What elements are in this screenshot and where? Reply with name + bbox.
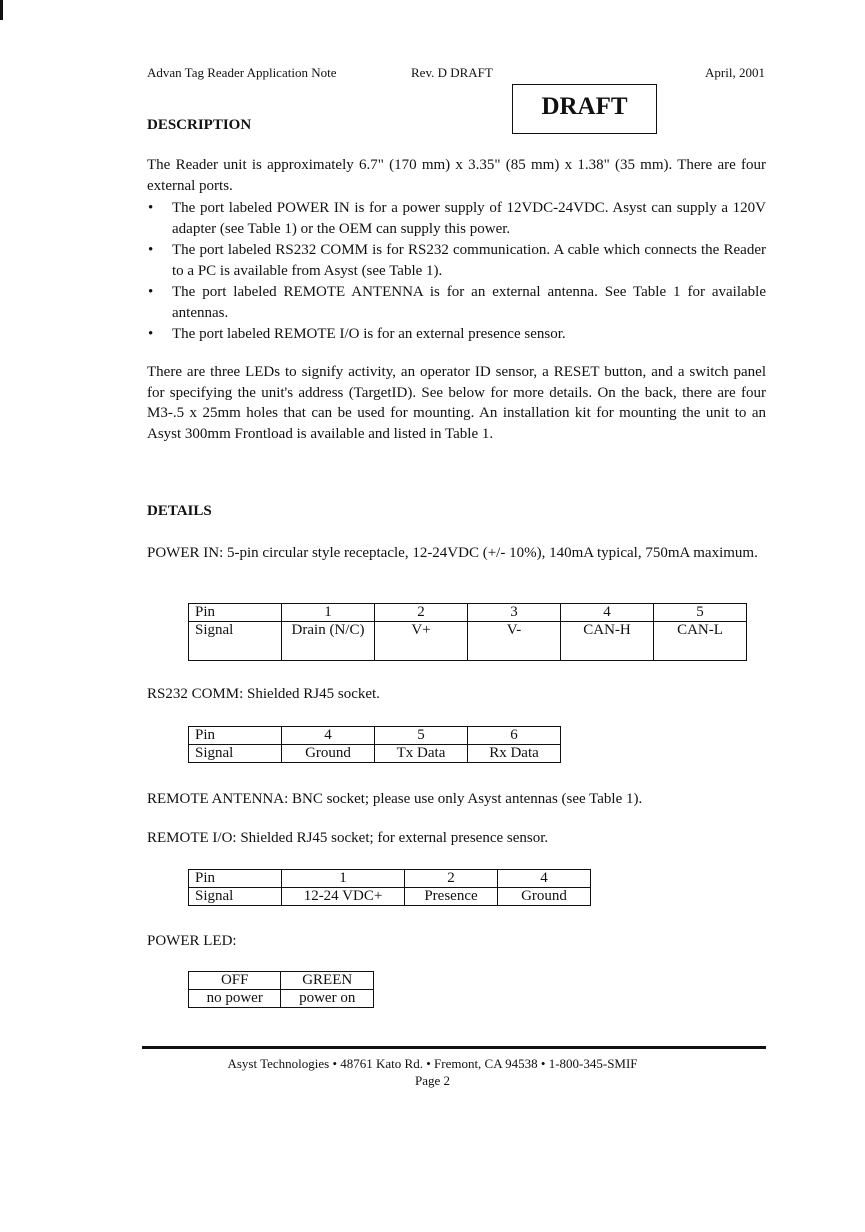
list-item: • The port labeled RS232 COMM is for RS232 communication. A cable which connects the Reader to a PC is available from Asyst (see Table 1). xyxy=(147,240,766,282)
table-cell: 5 xyxy=(375,727,468,745)
port-list xyxy=(147,198,766,345)
description-paragraph-2: There are three LEDs to signify activity, an operator ID sensor, a RESET button, and a switch panel for specifying the unit's address (TargetID). See below for more details. On the back, there are four M3-.5 x 25mm holes that can be used for mounting. An installation kit for mounting the unit to an Asyst 300mm Frontload is available and listed in Table 1. xyxy=(147,364,766,442)
header-doc-title: Advan Tag Reader Application Note xyxy=(147,65,337,80)
list-item: • The port labeled REMOTE ANTENNA is for an external antenna. See Table 1 for available antennas. xyxy=(147,282,766,324)
table-cell: no power xyxy=(189,990,281,1008)
table-cell: Signal xyxy=(189,888,282,906)
description-intro: The Reader unit is approximately 6.7" (170 mm) x 3.35" (85 mm) x 1.38" (35 mm). There are four external ports. xyxy=(147,157,766,194)
table-cell: power on xyxy=(281,990,374,1008)
table-cell: OFF xyxy=(189,972,281,990)
power-in-description: POWER IN: 5-pin circular style receptacle, 12-24VDC (+/- 10%), 140mA typical, 750mA maximum. xyxy=(147,545,758,561)
table-row xyxy=(189,622,747,661)
table-cell: Pin xyxy=(189,604,282,622)
remote-io-description: REMOTE I/O: Shielded RJ45 socket; for external presence sensor. xyxy=(147,830,549,846)
header-date: April, 2001 xyxy=(705,65,765,80)
footer-divider xyxy=(142,1046,766,1049)
draft-stamp: DRAFT xyxy=(512,84,657,134)
list-item: • The port labeled POWER IN is for a power supply of 12VDC-24VDC. Asyst can supply a 120V adapter (see Table 1) or the OEM can supply this power. xyxy=(147,198,766,240)
table-cell: 6 xyxy=(468,727,561,745)
rs232-pin-table xyxy=(188,726,561,763)
power-in-pin-table xyxy=(188,603,747,661)
header-revision: Rev. D DRAFT xyxy=(411,65,493,80)
table-cell: 3 xyxy=(468,604,561,622)
table-cell: Ground xyxy=(282,745,375,763)
table-cell: 4 xyxy=(282,727,375,745)
table-cell: 5 xyxy=(654,604,747,622)
table-cell: 4 xyxy=(561,604,654,622)
table-cell: CAN-H xyxy=(561,622,654,661)
rs232-description: RS232 COMM: Shielded RJ45 socket. xyxy=(147,686,380,702)
table-cell: 1 xyxy=(282,604,375,622)
table-cell: V- xyxy=(468,622,561,661)
footer-address: Asyst Technologies • 48761 Kato Rd. • Fremont, CA 94538 • 1-800-345-SMIF xyxy=(227,1056,638,1071)
table-row xyxy=(189,604,747,622)
page-number: Page 2 xyxy=(414,1073,451,1088)
table-cell: Pin xyxy=(189,727,282,745)
scan-edge-mark xyxy=(0,0,3,20)
table-row xyxy=(189,745,561,763)
table-cell: 4 xyxy=(498,870,591,888)
power-led-table xyxy=(188,971,374,1008)
table-cell: Rx Data xyxy=(468,745,561,763)
remote-antenna-description: REMOTE ANTENNA: BNC socket; please use only Asyst antennas (see Table 1). xyxy=(147,791,643,807)
table-row xyxy=(189,990,374,1008)
table-row xyxy=(189,727,561,745)
table-cell: Pin xyxy=(189,870,282,888)
table-cell: 2 xyxy=(405,870,498,888)
power-led-description: POWER LED: xyxy=(147,933,237,949)
table-row xyxy=(189,870,591,888)
table-cell: CAN-L xyxy=(654,622,747,661)
table-cell: 12-24 VDC+ xyxy=(282,888,405,906)
table-cell: 1 xyxy=(282,870,405,888)
table-cell: Signal xyxy=(189,622,282,661)
table-row xyxy=(189,888,591,906)
table-cell: Tx Data xyxy=(375,745,468,763)
list-item: • The port labeled REMOTE I/O is for an external presence sensor. xyxy=(147,324,766,345)
table-cell: Presence xyxy=(405,888,498,906)
table-row xyxy=(189,972,374,990)
table-cell: GREEN xyxy=(281,972,374,990)
table-cell: V+ xyxy=(375,622,468,661)
table-cell: Ground xyxy=(498,888,591,906)
description-heading: DESCRIPTION xyxy=(147,117,252,133)
remote-io-pin-table xyxy=(188,869,591,906)
table-cell: 2 xyxy=(375,604,468,622)
table-cell: Drain (N/C) xyxy=(282,622,375,661)
details-heading: DETAILS xyxy=(147,503,212,519)
table-cell: Signal xyxy=(189,745,282,763)
